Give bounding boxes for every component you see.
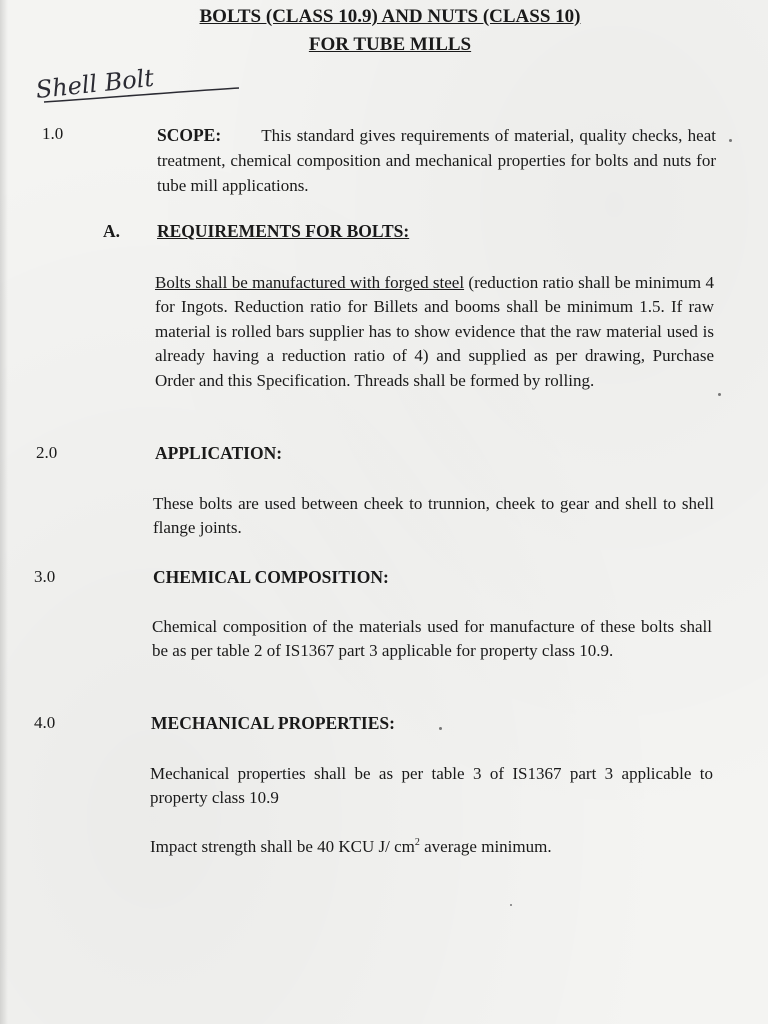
- scan-speck: [729, 139, 732, 142]
- scope-text: This standard gives requirements of material, quality checks, heat treatment, chemical composition and mechanical properties for bolts and nuts for tube mill applications.: [157, 126, 716, 195]
- mechanical-paragraph: Mechanical properties shall be as per table 3 of IS1367 part 3 applicable to property class 10.9: [150, 764, 713, 808]
- document-title-line-2: FOR TUBE MILLS: [308, 34, 472, 55]
- document-title-line-1: BOLTS (CLASS 10.9) AND NUTS (CLASS 10): [199, 6, 581, 27]
- chemical-heading: CHEMICAL COMPOSITION:: [153, 567, 389, 587]
- section-letter-requirements: A.: [103, 221, 121, 241]
- scope-heading: SCOPE:: [157, 125, 222, 145]
- scan-speck: [439, 727, 442, 730]
- impact-strength-suffix: average minimum.: [419, 837, 552, 856]
- scan-speck: [510, 904, 512, 906]
- mechanical-heading: MECHANICAL PROPERTIES:: [151, 713, 395, 733]
- section-number-mechanical: 4.0: [34, 713, 56, 732]
- application-heading: APPLICATION:: [155, 443, 283, 463]
- impact-strength-text: Impact strength shall be 40 KCU J/ cm: [150, 837, 415, 856]
- impact-strength-superscript: 2: [414, 837, 420, 848]
- section-number-application: 2.0: [36, 443, 58, 462]
- handwritten-note: [34, 58, 254, 106]
- scan-speck: [718, 393, 721, 396]
- section-number-scope: 1.0: [42, 124, 64, 143]
- handwritten-note-text: Shell Bolt: [34, 63, 156, 105]
- impact-strength-line: [150, 835, 713, 859]
- chemical-paragraph: Chemical composition of the materials used for manufacture of these bolts shall be as per table 2 of IS1367 part 3 applicable for property class 10.9.: [152, 617, 712, 661]
- requirements-heading: REQUIREMENTS FOR BOLTS:: [157, 221, 410, 241]
- requirements-underlined-text: Bolts shall be manufactured with forged steel: [155, 273, 465, 292]
- scope-paragraph: [157, 123, 716, 198]
- scan-edge-shadow: [0, 0, 8, 1024]
- requirements-text: (reduction ratio shall be minimum 4 for Ingots. Reduction ratio for Billets and booms shall be minimum 1.5. If raw material is rolled bars supplier has to show evidence that the raw material used is already having a reduction ratio of 4) and supplied as per drawing, Purchase Order and this Specification. Threads shall be formed by rolling.: [155, 273, 714, 390]
- section-number-chemical: 3.0: [34, 567, 56, 586]
- requirements-paragraph: [155, 271, 714, 393]
- application-paragraph: These bolts are used between cheek to trunnion, cheek to gear and shell to shell flange joints.: [153, 494, 714, 538]
